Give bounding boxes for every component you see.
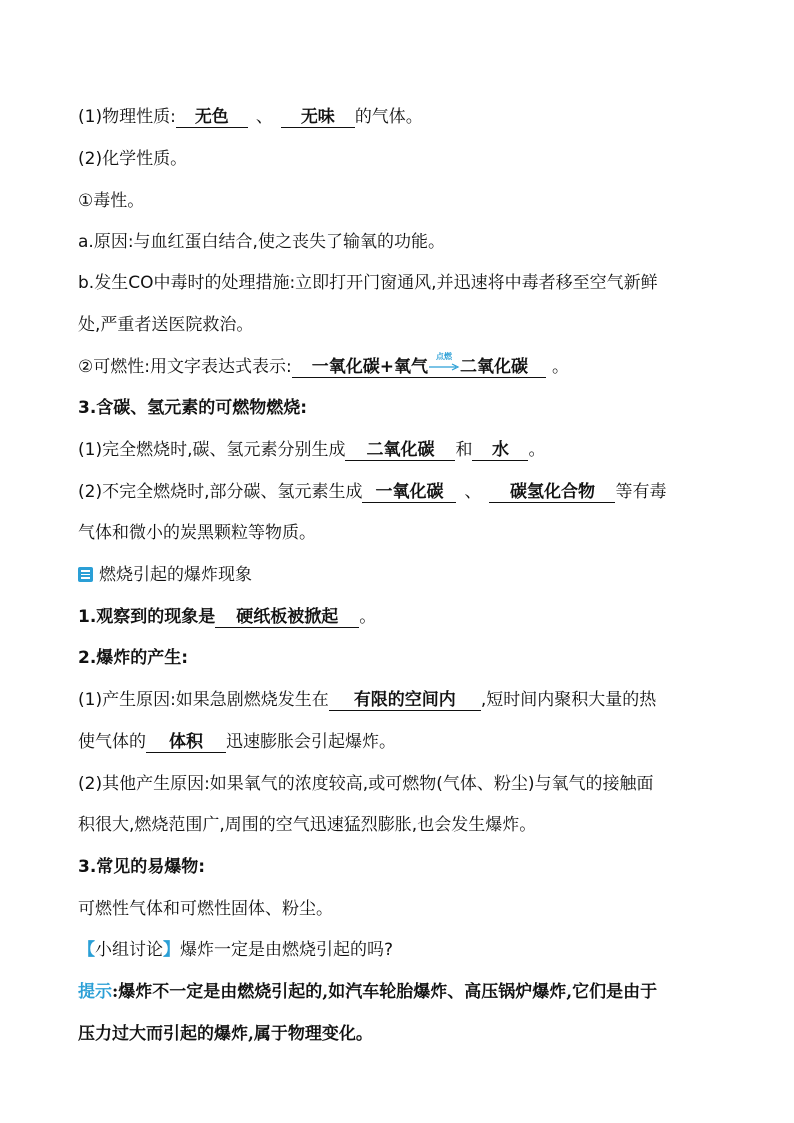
incomplete-prefix: (2)不完全燃烧时,部分碳、氢元素生成	[78, 482, 363, 502]
toxicity-heading: ①毒性。	[78, 191, 145, 211]
cause1-suffix: ,短时间内聚积大量的热	[480, 690, 657, 710]
physical-suffix: 的气体。	[354, 107, 423, 127]
explosion-section-title	[78, 564, 252, 586]
cause2-line2: 积很大,燃烧范围广,周围的空气迅速猛烈膨胀,也会发生爆炸。	[78, 815, 537, 835]
answer-blank-odorless: 无味	[281, 107, 355, 128]
common-explosives-heading: 3.常见的易爆物:	[78, 857, 206, 877]
equation-reactants: 一氧化碳+氧气	[311, 357, 428, 377]
answer-blank-observation: 硬纸板被掀起	[215, 607, 359, 628]
arrow-icon	[428, 363, 460, 371]
discussion-question: 爆炸一定是由燃烧引起的吗?	[180, 940, 394, 960]
tip-line2: 压力过大而引起的爆炸,属于物理变化。	[78, 1024, 373, 1044]
cause1-line2	[78, 731, 396, 753]
toxicity-measure-line2: 处,严重者送医院救治。	[78, 315, 254, 335]
answer-blank-colorless: 无色	[176, 107, 248, 128]
toxicity-reason: a.原因:与血红蛋白结合,使之丧失了输氧的功能。	[78, 232, 445, 252]
cause1-line2-prefix: 使气体的	[78, 732, 146, 752]
combustion-heading: 3.含碳、氢元素的可燃物燃烧:	[78, 398, 308, 418]
complete-prefix: (1)完全燃烧时,碳、氢元素分别生成	[78, 440, 346, 460]
incomplete-combustion-line2: 气体和微小的炭黑颗粒等物质。	[78, 523, 316, 543]
answer-blank-water: 水	[472, 440, 528, 461]
cause1-prefix: (1)产生原因:如果急剧燃烧发生在	[78, 690, 329, 710]
tip-label: 提示	[78, 982, 112, 1002]
reaction-arrow	[428, 352, 460, 375]
answer-blank-hydrocarbons: 碳氢化合物	[489, 482, 615, 503]
tip-text-line1: :爆炸不一定是由燃烧引起的,如汽车轮胎爆炸、高压锅炉爆炸,它们是由于	[112, 982, 658, 1002]
discussion-bracket-open: 【	[78, 940, 95, 960]
tip-line1	[78, 981, 657, 1003]
group-discussion-line	[78, 939, 393, 961]
flammability-suffix: 。	[551, 357, 569, 377]
discussion-tag: 小组讨论	[95, 940, 163, 960]
physical-properties-line	[78, 106, 423, 128]
toxicity-measure-line1: b.发生CO中毒时的处理措施:立即打开门窗通风,并迅速将中毒者移至空气新鲜	[78, 273, 658, 293]
answer-blank-co2: 二氧化碳	[345, 440, 455, 461]
cause1-line1	[78, 689, 656, 711]
separator: 、	[255, 107, 273, 127]
complete-combustion-line	[78, 439, 545, 461]
answer-blank-confined-space: 有限的空间内	[329, 690, 481, 711]
flammability-prefix: ②可燃性:用文字表达式表示:	[78, 357, 292, 377]
explosion-cause-heading: 2.爆炸的产生:	[78, 648, 189, 668]
complete-suffix: 。	[528, 440, 546, 460]
answer-blank-volume: 体积	[146, 732, 226, 753]
incomplete-suffix: 等有毒	[615, 482, 667, 502]
answer-blank-co: 一氧化碳	[362, 482, 456, 503]
observation-suffix: 。	[359, 607, 377, 627]
chemical-properties-heading: (2)化学性质。	[78, 149, 188, 169]
discussion-bracket-close: 】	[163, 940, 180, 960]
section-list-icon	[78, 567, 93, 582]
complete-mid: 和	[455, 440, 473, 460]
word-equation-blank	[292, 352, 546, 378]
observation-line	[78, 606, 376, 628]
incomplete-combustion-line1	[78, 481, 666, 503]
reaction-condition: 点燃	[435, 352, 452, 361]
physical-prefix: (1)物理性质:	[78, 107, 176, 127]
common-explosives-text: 可燃性气体和可燃性固体、粉尘。	[78, 899, 333, 919]
flammability-line	[78, 352, 569, 378]
cause2-line1: (2)其他产生原因:如果氧气的浓度较高,或可燃物(气体、粉尘)与氧气的接触面	[78, 774, 654, 794]
section-title-text: 燃烧引起的爆炸现象	[99, 565, 252, 585]
separator: 、	[464, 482, 482, 502]
cause1-line2-suffix: 迅速膨胀会引起爆炸。	[226, 732, 396, 752]
equation-product: 二氧化碳	[459, 357, 528, 377]
observation-prefix: 1.观察到的现象是	[78, 607, 216, 627]
